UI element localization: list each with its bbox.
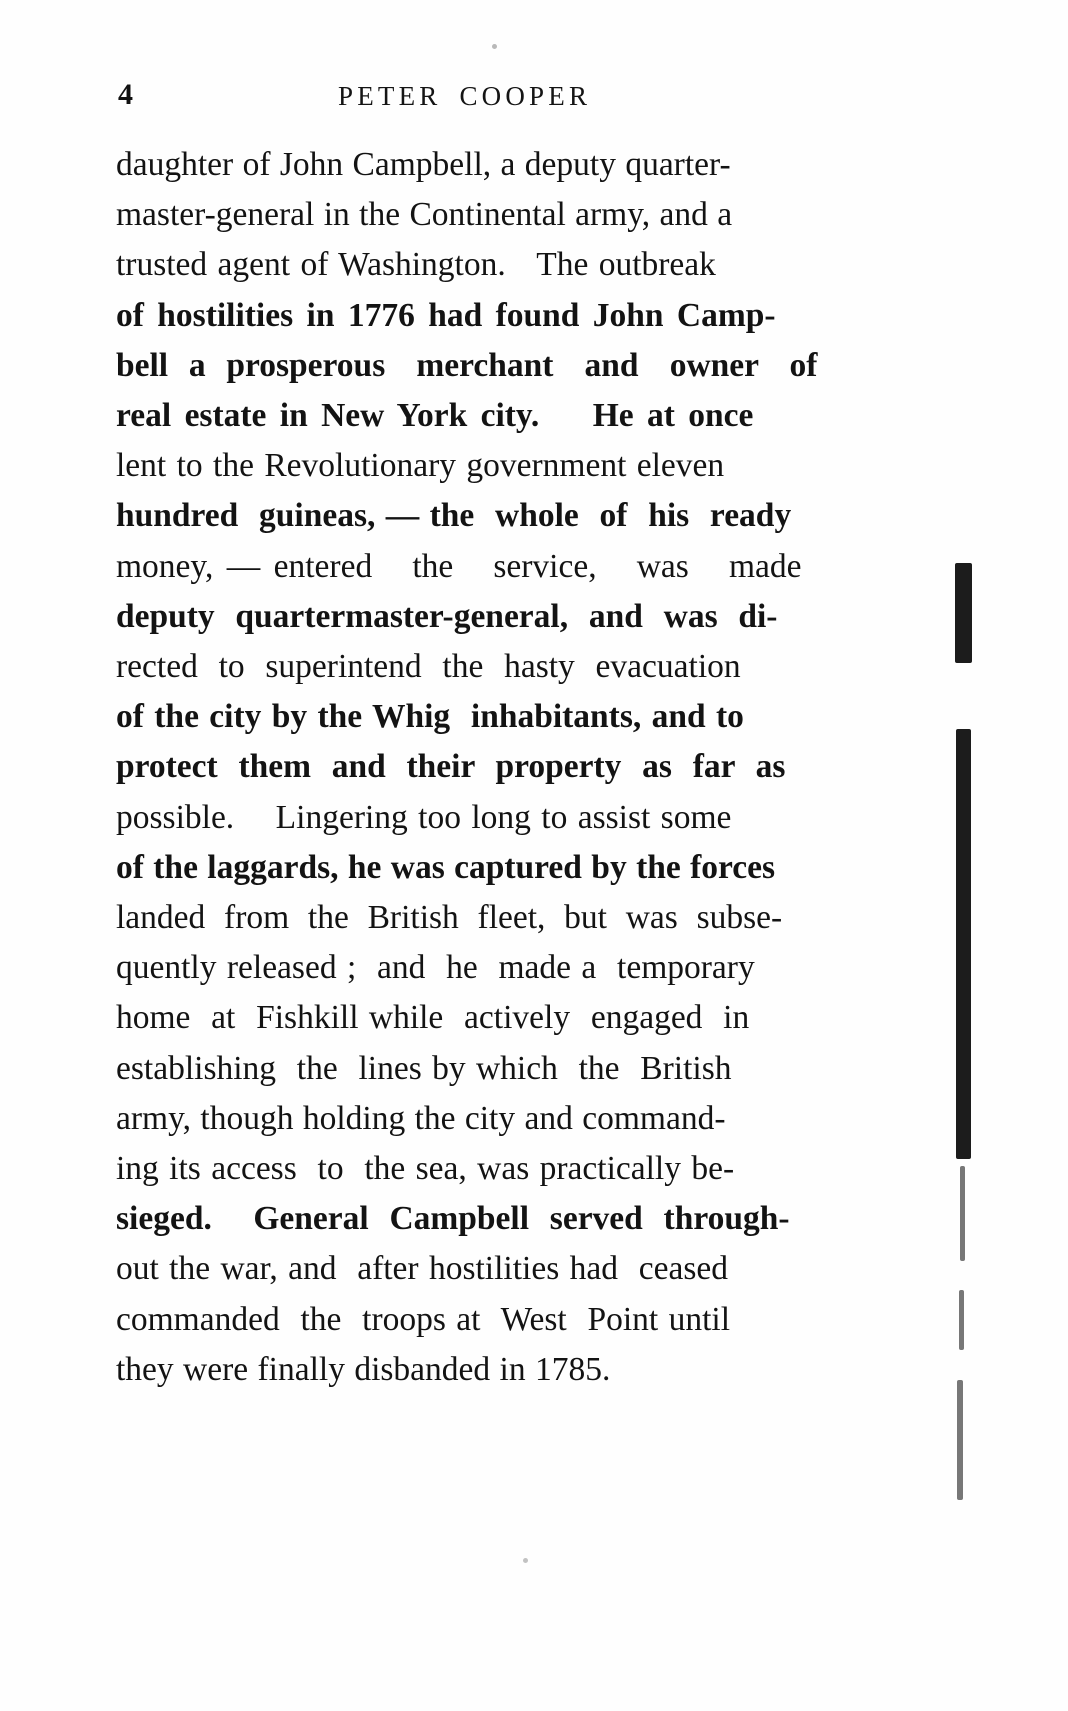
text-line: commanded the troops at West Point until — [116, 1300, 731, 1338]
running-title: PETER COOPER — [338, 81, 592, 111]
text-line: army, though holding the city and command- — [116, 1099, 726, 1137]
text-line: establishing the lines by which the British — [116, 1049, 732, 1087]
scan-edge-artifact — [956, 729, 971, 1159]
text-line: landed from the British fleet, but was subse- — [116, 899, 783, 937]
text-line: home at Fishkill while actively engaged in — [116, 999, 750, 1037]
text-line: of the city by the Whig inhabitants, and to — [116, 698, 744, 736]
text-line: real estate in New York city. He at once — [116, 397, 754, 435]
text-line: of the laggards, he was captured by the forces — [116, 848, 776, 886]
page-number: 4 — [118, 78, 133, 111]
body-text — [116, 140, 858, 1395]
text-line: master-general in the Continental army, and a — [116, 196, 733, 234]
text-line: rected to superintend the hasty evacuation — [116, 648, 741, 686]
scan-edge-artifact — [957, 1380, 963, 1500]
scan-edge-artifact — [959, 1290, 964, 1350]
text-line: deputy quartermaster-general, and was di- — [116, 597, 778, 635]
text-line: quently released ; and he made a temporary — [116, 949, 755, 987]
scan-speck-top — [492, 44, 497, 49]
text-line: ing its access to the sea, was practically be- — [116, 1150, 735, 1188]
text-line: hundred guineas, — the whole of his ready — [116, 497, 792, 535]
text-line: protect them and their property as far as — [116, 748, 786, 786]
text-line: of hostilities in 1776 had found John Camp- — [116, 296, 776, 334]
text-line: daughter of John Campbell, a deputy quarter- — [116, 146, 731, 183]
scan-speck-bottom — [523, 1558, 528, 1563]
text-line: bell a prosperous merchant and owner of — [116, 346, 818, 384]
text-line: possible. Lingering too long to assist some — [116, 798, 732, 836]
text-line: sieged. General Campbell served through- — [116, 1200, 790, 1238]
scan-edge-artifact — [960, 1166, 965, 1261]
page-header — [118, 78, 858, 118]
text-line: out the war, and after hostilities had ceased — [116, 1250, 729, 1288]
text-line: lent to the Revolutionary government eleven — [116, 447, 725, 485]
text-line: they were finally disbanded in 1785. — [116, 1350, 611, 1388]
text-line: money, — entered the service, was made — [116, 547, 802, 585]
text-line: trusted agent of Washington. The outbreak — [116, 246, 716, 284]
scan-edge-artifact — [955, 563, 972, 663]
